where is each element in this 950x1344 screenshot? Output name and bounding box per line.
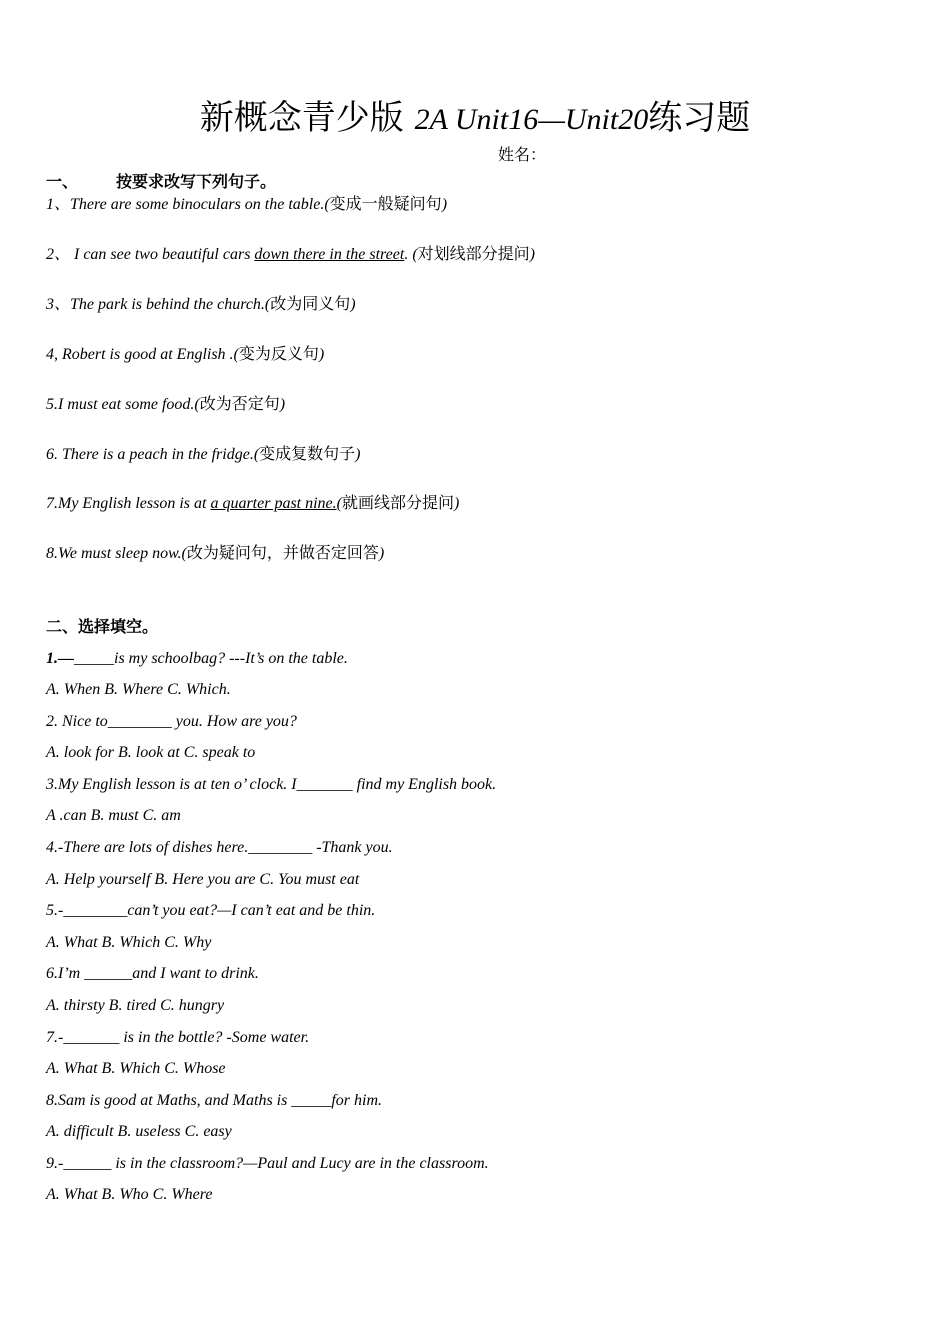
choice-options-5: A. What B. Which C. Why [46,934,212,951]
choice-question-9: 9.-______ is in the classroom?—Paul and Lucy are in the classroom. [46,1155,489,1172]
choice-options-8: A. difficult B. useless C. easy [46,1123,232,1140]
rewrite-item-7: 7.My English lesson is at a quarter past nine.(就画线部分提问) [46,493,460,512]
page-title: 新概念青少版 2A Unit16—Unit20练习题 [199,98,751,138]
choice-question-2: 2. Nice to________ you. How are you? [46,713,297,730]
choice-question-1: 1.—_____is my schoolbag? ---It’s on the table. [46,650,348,667]
choice-options-1: A. When B. Where C. Which. [46,681,231,698]
choice-question-7: 7.-_______ is in the bottle? -Some water. [46,1029,310,1046]
section1-heading: 一、 按要求改写下列句子。 [46,172,277,191]
choice-question-8: 8.Sam is good at Maths, and Maths is _____for him. [46,1092,383,1109]
choice-question-5: 5.-________can’t you eat?—I can’t eat and be thin. [46,902,376,919]
rewrite-item-3: 3、The park is behind the church.(改为同义句) [46,294,356,313]
choice-question-6: 6.I’m ______and I want to drink. [46,965,259,982]
choice-options-4: A. Help yourself B. Here you are C. You must eat [46,871,360,888]
rewrite-item-5: 5.I must eat some food.(改为否定句) [46,394,286,413]
rewrite-item-1: 1、There are some binoculars on the table.(变成一般疑问句) [46,194,448,213]
section2-heading: 二、选择填空。 [46,617,159,636]
rewrite-item-6: 6. There is a peach in the fridge.(变成复数句子) [46,444,361,463]
choice-options-6: A. thirsty B. tired C. hungry [46,997,225,1014]
choice-options-7: A. What B. Which C. Whose [46,1060,226,1077]
choice-question-4: 4.-There are lots of dishes here.________ -Thank you. [46,839,393,856]
rewrite-item-4: 4, Robert is good at English .(变为反义句) [46,344,325,363]
choice-options-2: A. look for B. look at C. speak to [46,744,256,761]
choice-question-3: 3.My English lesson is at ten o’ clock. I_______ find my English book. [46,776,497,793]
choice-options-9: A. What B. Who C. Where [46,1186,213,1203]
choice-options-3: A .can B. must C. am [46,807,181,824]
name-label: 姓名： [498,145,547,164]
rewrite-item-8: 8.We must sleep now.(改为疑问句，并做否定回答) [46,543,385,562]
rewrite-item-2: 2、 I can see two beautiful cars down there in the street. (对划线部分提问) [46,244,535,263]
